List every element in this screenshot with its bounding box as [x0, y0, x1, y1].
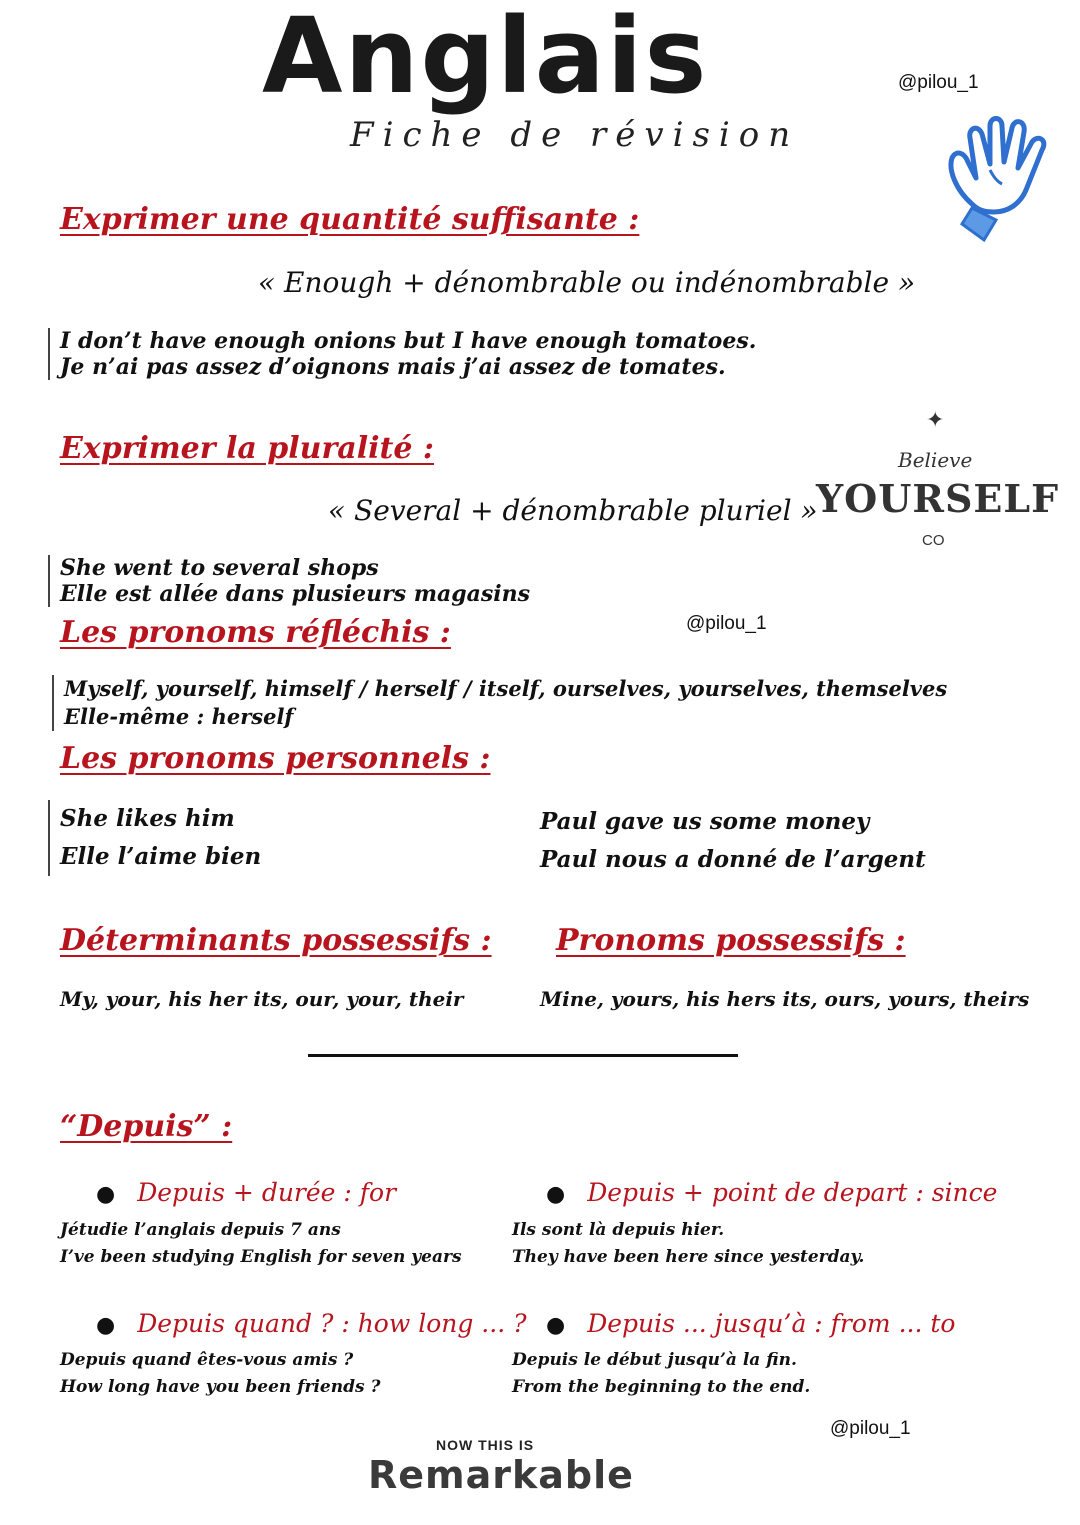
believe-text: Believe: [898, 448, 973, 472]
depuis-example-since: Ils sont là depuis hier. They have been here since yesterday.: [512, 1220, 865, 1267]
rule-several: « Several + dénombrable pluriel »: [328, 494, 818, 527]
waving-hand-icon: [942, 112, 1070, 244]
now-this-is-text: NOW THIS IS: [436, 1437, 535, 1453]
depuis-rule-for: ● Depuis + durée : for: [96, 1178, 397, 1207]
heading-depuis: “Depuis” :: [60, 1109, 233, 1144]
heading-possessive-det: Déterminants possessifs :: [60, 923, 492, 958]
heading-plural: Exprimer la pluralité :: [60, 431, 434, 466]
page-title: Anglais: [262, 0, 709, 117]
author-handle: @pilou_1: [898, 72, 979, 93]
example-quantity: [48, 328, 756, 380]
heading-possessive-pron: Pronoms possessifs :: [556, 923, 906, 958]
depuis-example-from-to: Depuis le début jusqu’à la fin. From the beginning to the end.: [512, 1350, 811, 1397]
remarkable-logo: Remarkable: [368, 1453, 634, 1497]
example-fr: Je n’ai pas assez d’oignons mais j’ai assez de tomates.: [60, 354, 726, 380]
depuis-example-for: Jétudie l’anglais depuis 7 ans I’ve been studying English for seven years: [60, 1220, 462, 1267]
reflexive-example: Elle-même : herself: [64, 704, 294, 729]
possessive-pron-list: Mine, yours, his hers its, ours, yours, theirs: [540, 987, 1030, 1011]
yourself-text: YOURSELF: [816, 476, 1060, 521]
depuis-rule-from-to: ● Depuis ... jusqu’à : from ... to: [546, 1309, 956, 1338]
reflexive-list: Myself, yourself, himself / herself / itself, ourselves, yourselves, themselves: [64, 676, 948, 701]
example-reflexive: [52, 675, 947, 731]
personal-left-en: She likes him: [60, 805, 235, 832]
depuis-example-how-long: Depuis quand êtes-vous amis ? How long have you been friends ?: [60, 1350, 381, 1397]
example-en: She went to several shops: [60, 555, 379, 581]
co-text: CO: [922, 532, 945, 549]
example-personal-left: [48, 800, 261, 876]
depuis-rule-how-long: ● Depuis quand ? : how long ... ?: [96, 1309, 527, 1338]
heading-quantity: Exprimer une quantité suffisante :: [60, 202, 640, 237]
page-subtitle: Fiche de révision: [350, 115, 800, 155]
sparkle-icon: ✦: [926, 408, 945, 433]
example-en: I don’t have enough onions but I have enough tomatoes.: [60, 328, 757, 354]
divider: [308, 1054, 738, 1057]
personal-right-en: Paul gave us some money: [540, 808, 870, 835]
author-handle-mid: @pilou_1: [686, 613, 767, 634]
example-plural: [48, 555, 530, 607]
personal-right-fr: Paul nous a donné de l’argent: [540, 846, 926, 873]
heading-reflexive: Les pronoms réfléchis :: [60, 615, 451, 650]
author-handle-bottom: @pilou_1: [830, 1418, 911, 1439]
possessive-det-list: My, your, his her its, our, your, their: [60, 987, 464, 1011]
rule-enough: « Enough + dénombrable ou indénombrable »: [258, 266, 916, 299]
example-fr: Elle est allée dans plusieurs magasins: [60, 581, 531, 607]
example-personal-right: [540, 803, 926, 879]
heading-personal: Les pronoms personnels :: [60, 741, 491, 776]
depuis-rule-since: ● Depuis + point de depart : since: [546, 1178, 998, 1207]
personal-left-fr: Elle l’aime bien: [60, 843, 262, 870]
